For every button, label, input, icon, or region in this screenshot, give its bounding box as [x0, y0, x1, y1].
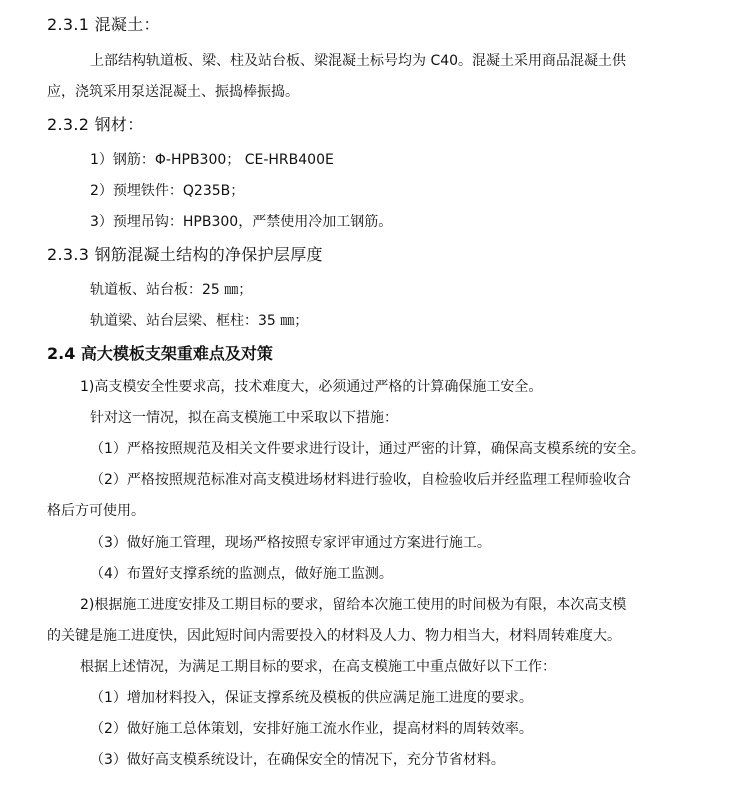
heading-2-3-2: 2.3.2 钢材： [47, 115, 144, 134]
measure-2-1: （1）增加材料投入，保证支撑系统及模板的供应满足施工进度的要求。 [90, 690, 533, 706]
point-2-line-1: 2)根据施工进度安排及工期目标的要求，留给本次施工使用的时间极为有限，本次高支模 [80, 597, 627, 613]
steel-item-1: 1）钢筋：Φ-HPB300； CE-HRB400E [90, 152, 334, 168]
measure-1-2-line-1: （2）严格按照规范标准对高支模进场材料进行验收，自检验收后并经监理工程师验收合 [90, 472, 631, 488]
measure-1-2-line-2: 格后方可使用。 [47, 503, 145, 519]
point-1: 1)高支模安全性要求高，技术难度大，必须通过严格的计算确保施工安全。 [80, 379, 543, 395]
measure-1-4: （4）布置好支撑系统的监测点，做好施工监测。 [90, 566, 393, 582]
measure-2-2: （2）做好施工总体策划，安排好施工流水作业，提高材料的周转效率。 [90, 721, 533, 737]
heading-2-4: 2.4 高大模板支架重难点及对策 [47, 344, 273, 363]
point-2-line-2: 的关键是施工进度快，因此短时间内需要投入的材料及人力、物力相当大，材料周转难度大。 [47, 628, 621, 644]
steel-item-2: 2）预埋铁件：Q235B； [90, 183, 245, 199]
intro-1: 针对这一情况，拟在高支模施工中采取以下措施： [90, 410, 398, 426]
concrete-paragraph-line-2: 应，浇筑采用泵送混凝土、振捣棒振捣。 [47, 84, 299, 100]
concrete-paragraph-line-1: 上部结构轨道板、梁、柱及站台板、梁混凝土标号均为 C40。混凝土采用商品混凝土供 [90, 53, 627, 69]
measure-2-3: （3）做好高支模系统设计，在确保安全的情况下，充分节省材料。 [90, 752, 505, 768]
heading-2-3-3: 2.3.3 钢筋混凝土结构的净保护层厚度 [47, 245, 323, 264]
cover-item-2: 轨道梁、站台层梁、框柱：35 ㎜； [90, 313, 309, 329]
heading-2-3-1: 2.3.1 混凝土： [47, 15, 160, 34]
measure-1-1: （1）严格按照规范及相关文件要求进行设计，通过严密的计算，确保高支模系统的安全。 [90, 441, 645, 457]
measure-1-3: （3）做好施工管理，现场严格按照专家评审通过方案进行施工。 [90, 535, 491, 551]
cover-item-1: 轨道板、站台板：25 ㎜； [90, 282, 253, 298]
steel-item-3: 3）预埋吊钩：HPB300，严禁使用冷加工钢筋。 [90, 214, 393, 230]
intro-2: 根据上述情况，为满足工期目标的要求，在高支模施工中重点做好以下工作： [80, 659, 556, 675]
